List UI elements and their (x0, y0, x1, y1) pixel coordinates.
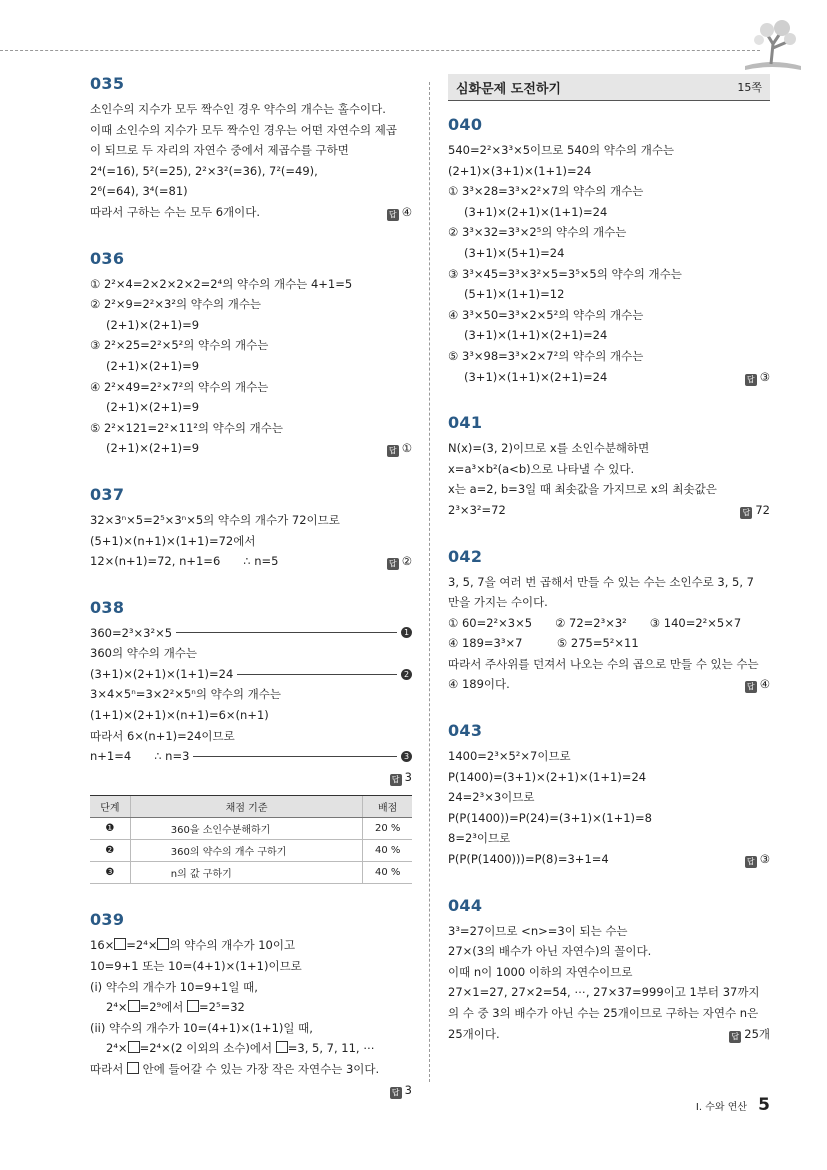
answer-value: 3 (404, 1082, 412, 1097)
solution-line-text: 만을 가지는 수이다. (448, 595, 548, 610)
solution-line (90, 99, 412, 120)
solution-line (448, 202, 770, 223)
problem-036 (90, 249, 412, 459)
blank-box-icon (276, 1041, 288, 1053)
answer-value: 3 (404, 769, 412, 784)
solution-line: (i) 약수의 개수가 10=9+1일 때, (90, 979, 258, 994)
solution-line: (1+1)×(2+1)×(n+1)=6×(n+1) (90, 708, 269, 723)
solution-line (90, 551, 412, 572)
step-marker-1: 1 (401, 627, 412, 638)
solution-line-text: ① 2²×4=2×2×2×2=2⁴의 약수의 개수는 4+1=5 (90, 276, 353, 291)
blank-box-icon (157, 938, 169, 950)
answer-icon: 답 (740, 507, 752, 519)
solution-line (448, 1024, 770, 1045)
solution-line (448, 222, 770, 243)
solution-line (448, 479, 770, 500)
solution-line-text: 의 수 중 3의 배수가 아닌 수는 25개이므로 구하는 자연수 n은 (448, 1006, 759, 1020)
section-title: 심화문제 도전하기 (456, 81, 561, 97)
problem-number: 044 (448, 895, 483, 915)
table-row (90, 862, 412, 884)
answer-value: 25개 (744, 1026, 770, 1041)
solution-line (448, 941, 770, 962)
solution-line (448, 592, 770, 613)
solution-line-text: ⑤ 2²×121=2²×11²의 약수의 개수는 (90, 420, 283, 435)
table-row (90, 818, 412, 840)
scoring-table (90, 795, 412, 884)
solution-line (90, 623, 412, 644)
solution-line-text: ① 60=2²×3×5 ② 72=2³×3² ③ 140=2²×5×7 (448, 615, 742, 630)
problem-number: 035 (90, 74, 125, 93)
solution-line-text: x=a³×b²(a<b)으로 나타낼 수 있다. (448, 461, 635, 476)
step-leader-line (176, 632, 397, 633)
solution-line (448, 654, 770, 675)
step-marker-3: 3 (401, 751, 412, 762)
solution-line-text: x는 a=2, b=3일 때 최솟값을 가지므로 x의 최솟값은 (448, 482, 717, 497)
solution-line-text: =3, 5, 7, 11, ⋯ (287, 1041, 375, 1056)
problem-043 (448, 721, 770, 870)
solution-line-text: 3, 5, 7을 여러 번 곱해서 만들 수 있는 수는 소인수로 3, 5, 7 (448, 574, 755, 589)
answer-line (745, 674, 770, 695)
table-header: 채점 기준 (130, 796, 363, 818)
solution-line-text: 27×(3의 배수가 아닌 자연수)의 꼴이다. (448, 944, 652, 959)
solution-line-text: (3+1)×(1+1)×(2+1)=24 (464, 369, 608, 384)
solution-line-text: ③ 2²×25=2²×5²의 약수의 개수는 (90, 338, 269, 353)
answer-line (90, 767, 412, 788)
solution-line (448, 161, 770, 182)
answer-icon: 답 (745, 856, 757, 868)
solution-line-text: 32×3ⁿ×5=2⁵×3ⁿ×5의 약수의 개수가 72이므로 (90, 512, 340, 527)
solution-line-text: (3+1)×(5+1)=24 (464, 245, 565, 260)
problem-number: 041 (448, 413, 483, 433)
problem-number: 040 (448, 115, 483, 134)
step-leader-line (193, 756, 397, 757)
problem-044 (448, 896, 770, 1045)
solution-line (90, 161, 412, 182)
table-cell: 360의 약수의 개수 구하기 (130, 840, 363, 862)
solution-line (90, 335, 412, 356)
table-cell: 40 % (363, 840, 412, 862)
problem-041 (448, 413, 770, 520)
solution-line-text: 540=2²×3³×5이므로 540의 약수의 개수는 (448, 143, 675, 157)
solution-line (90, 397, 412, 418)
solution-line-text: (2+1)×(2+1)=9 (106, 441, 200, 456)
right-problems (448, 115, 770, 1044)
blank-box-icon (127, 1062, 139, 1074)
solution-line (90, 746, 412, 767)
solution-line (448, 982, 770, 1003)
solution-line-text: 따라서 (90, 1062, 127, 1076)
solution-line (90, 997, 412, 1018)
problem-number: 038 (90, 597, 125, 617)
answer-icon: 답 (387, 209, 399, 221)
solution-line-text: ⑤ 3³×98=3³×2×7²의 약수의 개수는 (448, 348, 644, 363)
problem-035 (90, 74, 412, 223)
solution-line (90, 935, 412, 956)
solution-line-text: ② 3³×32=3³×2⁵의 약수의 개수는 (448, 225, 627, 240)
solution-line-text: (3+1)×(2+1)×(1+1)=24 (90, 666, 234, 681)
solution-line (90, 120, 412, 141)
solution-line (448, 633, 770, 654)
solution-line-text: 27×1=27, 27×2=54, ⋯, 27×37=999이고 1부터 37까지 (448, 985, 760, 1000)
step-leader-line (237, 674, 397, 675)
answer-value: 72 (755, 502, 770, 517)
solution-line: (ii) 약수의 개수가 10=(4+1)×(1+1)일 때, (90, 1020, 313, 1035)
solution-line-text: (2+1)×(2+1)=9 (106, 317, 200, 332)
solution-line (448, 264, 770, 285)
table-header: 단계 (90, 796, 130, 818)
problem-number: 037 (90, 484, 125, 504)
answer-line (387, 438, 412, 459)
solution-line-text: 안에 들어갈 수 있는 가장 작은 자연수는 3이다. (138, 1062, 380, 1076)
solution-line-text: (2+1)×(3+1)×(1+1)=24 (448, 163, 592, 178)
table-cell: ❸ (90, 862, 130, 884)
solution-line-text: 24=2³×3이므로 (448, 790, 535, 805)
answer-line (745, 367, 770, 388)
solution-line-text: 1400=2³×5²×7이므로 (448, 749, 571, 764)
solution-line-text: 소인수의 지수가 모두 짝수인 경우 약수의 개수는 홀수이다. (90, 102, 386, 116)
left-problems-top (90, 74, 412, 572)
solution-line-text: 12×(n+1)=72, n+1=6 ∴ n=5 (90, 554, 279, 569)
section-page-ref: 15쪽 (737, 81, 762, 94)
blank-box-icon (128, 1041, 140, 1053)
answer-icon: 답 (387, 445, 399, 457)
solution-line-text: P(P(P(1400)))=P(8)=3+1=4 (448, 852, 609, 867)
solution-line (448, 962, 770, 983)
solution-line (90, 664, 412, 685)
solution-line-text: P(P(1400))=P(24)=(3+1)×(1+1)=8 (448, 810, 652, 825)
step-marker-2: 2 (401, 669, 412, 680)
solution-line (448, 767, 770, 788)
tree-decoration-icon (737, 14, 807, 74)
answer-icon: 답 (390, 774, 402, 786)
solution-line (448, 181, 770, 202)
problem-number: 043 (448, 721, 483, 741)
solution-line (448, 674, 770, 695)
solution-line (90, 438, 412, 459)
solution-line-text: 2⁴× (106, 1041, 128, 1056)
solution-line: 3×4×5ⁿ=3×2²×5ⁿ의 약수의 개수는 (90, 687, 281, 702)
answer-value: ③ (759, 369, 770, 384)
solution-line (90, 274, 412, 295)
column-divider (429, 82, 430, 1082)
solution-line-text: n+1=4 ∴ n=3 (90, 749, 190, 764)
solution-line-text: =2⁹에서 (139, 1000, 187, 1015)
solution-line (448, 459, 770, 480)
solution-line-text: (5+1)×(1+1)=12 (464, 287, 565, 302)
solution-line (448, 438, 770, 459)
solution-line-text: 3³=27이므로 <n>=3이 되는 수는 (448, 923, 628, 938)
table-cell: n의 값 구하기 (130, 862, 363, 884)
solution-line (90, 202, 412, 223)
solution-line-text: (5+1)×(n+1)×(1+1)=72에서 (90, 533, 256, 548)
table-cell: ❷ (90, 840, 130, 862)
solution-line-text: ③ 3³×45=3³×3²×5=3⁵×5의 약수의 개수는 (448, 266, 682, 281)
solution-line-text: 따라서 구하는 수는 모두 6개이다. (90, 204, 261, 219)
solution-line (448, 346, 770, 367)
answer-value: ④ (401, 204, 412, 219)
answer-value: ② (401, 554, 412, 569)
solution-line (448, 325, 770, 346)
solution-line (448, 500, 770, 521)
blank-box-icon (114, 938, 126, 950)
solution-line-text: 2³×3²=72 (448, 502, 506, 517)
solution-line: 10=9+1 또는 10=(4+1)×(1+1)이므로 (90, 959, 302, 974)
problem-number: 036 (90, 248, 125, 268)
table-cell: ❶ (90, 818, 130, 840)
solution-line-text: =2⁴× (126, 938, 158, 953)
answer-value: ③ (759, 852, 770, 867)
page-number: 5 (758, 1095, 770, 1115)
problem-040 (448, 115, 770, 387)
solution-line-text: ④ 3³×50=3³×2×5²의 약수의 개수는 (448, 307, 644, 322)
solution-line-text: (3+1)×(2+1)×(1+1)=24 (464, 204, 608, 219)
problem-039 (90, 910, 412, 1100)
solution-line-text: ④ 189=3³×7 ⑤ 275=5²×11 (448, 636, 639, 651)
answer-line (90, 1080, 412, 1101)
solution-line-text: 따라서 주사위를 던져서 나오는 수의 곱으로 만들 수 있는 수는 (448, 656, 759, 671)
solution-line-text: N(x)=(3, 2)이므로 x를 소인수분해하면 (448, 441, 650, 456)
solution-line-text: =2⁴×(2 이외의 소수)에서 (139, 1041, 276, 1056)
solution-line-text: =2⁵=32 (199, 1000, 245, 1015)
solution-line (448, 140, 770, 161)
solution-line (90, 377, 412, 398)
blank-box-icon (187, 1000, 199, 1012)
solution-line-text: ④ 2²×49=2²×7²의 약수의 개수는 (90, 379, 269, 394)
problem-042 (448, 547, 770, 696)
solution-line (90, 181, 412, 202)
table-row (90, 840, 412, 862)
solution-line-text: ② 2²×9=2²×3²의 약수의 개수는 (90, 297, 262, 312)
solution-line (90, 315, 412, 336)
solution-line-text: 이 되므로 두 자리의 자연수 중에서 제곱수를 구하면 (90, 143, 349, 158)
problem-037 (90, 485, 412, 572)
section-header (448, 74, 770, 101)
solution-line-text: 이때 소인수의 지수가 모두 짝수인 경우는 어떤 자연수의 제곱 (90, 122, 397, 137)
solution-line-text: 의 약수의 개수가 10이고 (169, 938, 296, 953)
top-dashed-rule (0, 50, 760, 51)
answer-value: ④ (759, 677, 770, 692)
solution-line-text: (2+1)×(2+1)=9 (106, 400, 200, 415)
problem-number: 042 (448, 546, 483, 566)
solution-line (448, 367, 770, 388)
solution-line (448, 921, 770, 942)
solution-line (448, 746, 770, 767)
answer-icon: 답 (745, 374, 757, 386)
solution-line (90, 510, 412, 531)
solution-line (448, 305, 770, 326)
table-cell: 20 % (363, 818, 412, 840)
left-column (90, 74, 412, 1126)
problem-number: 039 (90, 910, 125, 930)
solution-line-text: 16× (90, 938, 115, 953)
solution-line (448, 849, 770, 870)
solution-line: 360의 약수의 개수는 (90, 646, 198, 661)
answer-line (745, 849, 770, 870)
table-header: 배점 (363, 796, 412, 818)
solution-line (90, 1038, 412, 1059)
right-column (448, 74, 770, 1070)
answer-line (729, 1024, 770, 1045)
answer-value: ① (401, 441, 412, 456)
solution-line-text: 2⁶(=64), 3⁴(=81) (90, 184, 188, 199)
solution-line-text: 360=2³×3²×5 (90, 625, 173, 640)
answer-line (387, 551, 412, 572)
solution-line (448, 787, 770, 808)
blank-box-icon (128, 1000, 140, 1012)
solution-line-text: (3+1)×(1+1)×(2+1)=24 (464, 328, 608, 343)
solution-line (90, 531, 412, 552)
table-cell: 40 % (363, 862, 412, 884)
solution-line (448, 572, 770, 593)
solution-line-text: (2+1)×(2+1)=9 (106, 358, 200, 373)
answer-icon: 답 (745, 681, 757, 693)
answer-icon: 답 (729, 1031, 741, 1043)
chapter-label: I. 수와 연산 (695, 1102, 748, 1113)
table-cell: 360을 소인수분해하기 (130, 818, 363, 840)
answer-line (740, 500, 770, 521)
solution-line: 따라서 6×(n+1)=24이므로 (90, 728, 235, 743)
solution-line-text: ④ 189이다. (448, 677, 510, 692)
solution-line (90, 140, 412, 161)
solution-line-text: 8=2³이므로 (448, 831, 511, 846)
solution-line (448, 828, 770, 849)
solution-line-text: 25개이다. (448, 1026, 500, 1041)
page-footer (640, 1095, 770, 1115)
answer-icon: 답 (387, 558, 399, 570)
solution-line-text: 2⁴× (106, 1000, 128, 1015)
problem-038 (90, 598, 412, 885)
solution-line (90, 418, 412, 439)
solution-line-text: ① 3³×28=3³×2²×7의 약수의 개수는 (448, 184, 644, 199)
solution-line (448, 1003, 770, 1024)
solution-line (90, 356, 412, 377)
solution-line-text: P(1400)=(3+1)×(2+1)×(1+1)=24 (448, 769, 647, 784)
answer-line (387, 202, 412, 223)
solution-line-text: 2⁴(=16), 5²(=25), 2²×3²(=36), 7²(=49), (90, 163, 318, 178)
solution-line (448, 284, 770, 305)
solution-line (448, 613, 770, 634)
solution-line-text: 이때 n이 1000 이하의 자연수이므로 (448, 964, 633, 979)
solution-line (90, 294, 412, 315)
answer-icon: 답 (390, 1087, 402, 1099)
solution-line (448, 808, 770, 829)
solution-line (448, 243, 770, 264)
solution-line (90, 1059, 412, 1080)
